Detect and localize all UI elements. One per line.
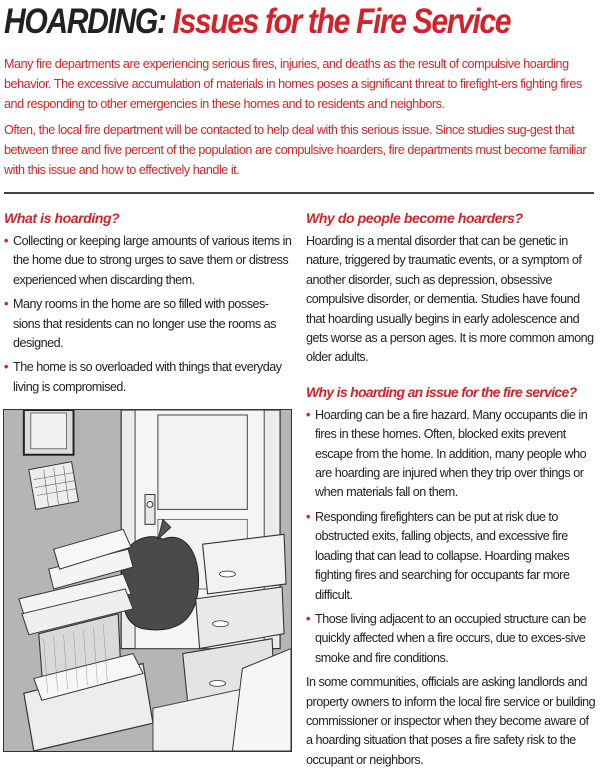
bullet-icon: •	[4, 297, 8, 312]
list-item-text: The home is so overloaded with things that everyday living is compromised.	[13, 360, 282, 394]
fire-service-issues-list	[306, 406, 596, 668]
list-item-text: Those living adjacent to an occupied structure can be quickly affected when a fire occurs, due to exces-sive smoke and fire conditions.	[315, 611, 587, 665]
list-item	[4, 295, 292, 353]
page-title	[4, 0, 517, 44]
heading-why-people-become-hoarders: Why do people become hoarders?	[306, 210, 523, 226]
why-hoarders-paragraph: Hoarding is a mental disorder that can be genetic in nature, triggered by traumatic events, or a symptom of another disorder, such as depression, obsessive compulsive disorder, or dementia. Studies have found that hoarding usually begins in early adolescence and gets worse as a person ages. It is more common among older adults.	[306, 234, 594, 365]
heading-why-issue-fire-service: Why is hoarding an issue for the fire service?	[306, 383, 577, 400]
bullet-icon: •	[306, 611, 310, 626]
bullet-icon: •	[4, 234, 8, 248]
list-item	[306, 406, 596, 503]
bullet-icon: •	[4, 360, 8, 375]
list-item	[306, 610, 596, 668]
title-subtitle: Issues for the Fire Service	[172, 2, 511, 41]
bullet-icon: •	[306, 509, 310, 524]
heading-what-is-hoarding: What is hoarding?	[4, 210, 120, 226]
what-is-hoarding-list	[4, 232, 292, 397]
list-item-text: Responding firefighters can be put at risk due to obstructed exits, falling objects, and excessive fire loading that can lead to collapse. Hoarding makes fighting fires and searching for occupants far more difficult.	[315, 509, 570, 602]
title-hoarding: HOARDING:	[4, 2, 166, 41]
list-item-text: Collecting or keeping large amounts of various items in the home due to strong urges to save them or distress experienced when discarding them.	[13, 234, 292, 287]
section-divider	[4, 192, 594, 194]
list-item	[306, 508, 596, 605]
list-item	[4, 358, 292, 397]
cluttered-room-drawing	[4, 410, 291, 751]
intro-paragraph-2: Often, the local fire department will be contacted to help deal with this serious issue. Since studies sug-gest that between three and five percent of the population are compulsive hoarders, fire departments must become familiar with this issue and how to effectively handle it.	[4, 123, 587, 177]
list-item-text: Many rooms in the home are so filled with posses-sions that residents can no longer use the rooms as designed.	[13, 297, 276, 351]
intro-paragraph-1: Many fire departments are experiencing serious fires, injuries, and deaths as the result of compulsive hoarding behavior. The excessive accumulation of materials in homes poses a significant threat to firefight-ers fighting fires and responding to other emergencies in these homes and to residents and neighbors.	[4, 57, 582, 111]
list-item	[4, 232, 292, 290]
left-column	[4, 208, 292, 402]
bullet-icon: •	[306, 407, 310, 422]
hoarding-illustration	[3, 409, 292, 752]
right-column	[306, 208, 596, 770]
list-item-text: Hoarding can be a fire hazard. Many occupants die in fires in these homes. Often, blocked exits prevent escape from the home. In addition, many people who are hoarding are injured when they trip over things or when materials fall on them.	[315, 407, 588, 500]
communities-paragraph: In some communities, officials are asking landlords and property owners to inform the local fire service or building commissioner or inspector when they become aware of a hoarding situation that poses a fire safety risk to the occupant or neighbors.	[306, 675, 596, 767]
